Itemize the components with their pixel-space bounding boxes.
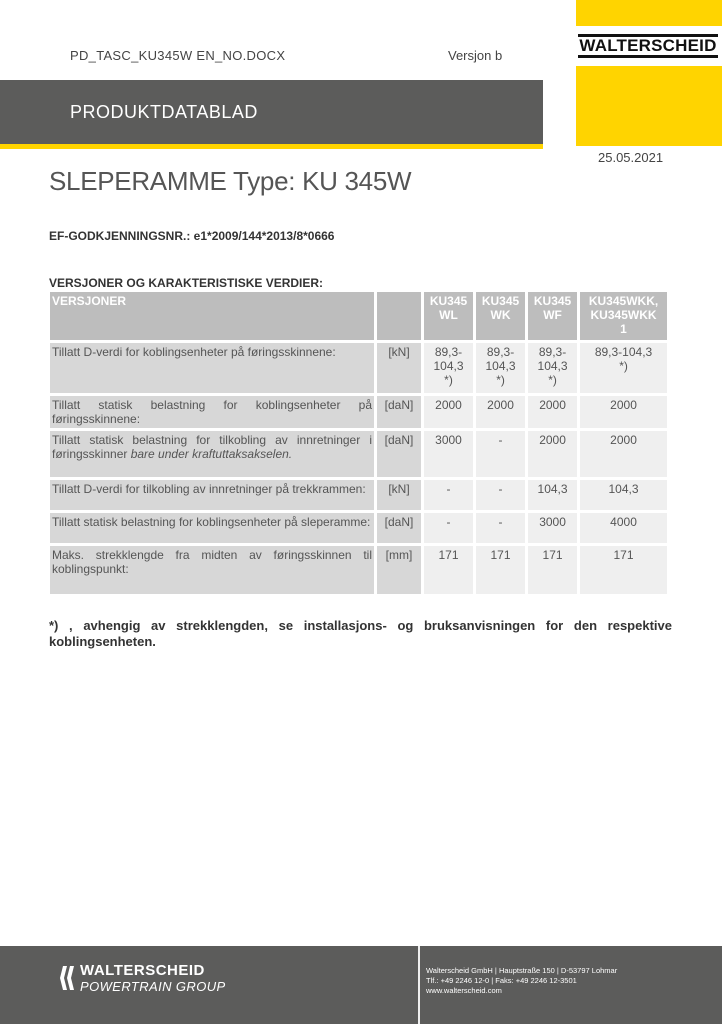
- header-cell-col: KU345 WF: [528, 292, 577, 340]
- row-value: 89,3-104,3 *): [580, 343, 667, 393]
- row-value: 89,3- 104,3 *): [424, 343, 473, 393]
- row-value: 171: [476, 546, 525, 594]
- footer-website: www.walterscheid.com: [426, 986, 502, 995]
- row-value: 104,3: [528, 480, 577, 510]
- footer-logo-name: WALTERSCHEID: [80, 962, 205, 979]
- table-header-row: [50, 292, 667, 340]
- document-filename: PD_TASC_KU345W EN_NO.DOCX: [70, 48, 286, 63]
- row-description: Tillatt D-verdi for tilkobling av innretninger på trekkrammen:: [50, 480, 374, 510]
- band-title: PRODUKTDATABLAD: [70, 102, 258, 122]
- row-description-italic: bare under kraftuttaksakselen.: [130, 447, 293, 461]
- page-title: SLEPERAMME Type: KU 345W: [49, 166, 412, 196]
- row-description: Tillatt D-verdi for koblingsenheter på føringsskinnene:: [50, 343, 374, 393]
- row-description: Maks. strekklengde fra midten av føringsskinnen til koblingspunkt:: [50, 546, 374, 594]
- row-description-text: Tillatt statisk belastning for tilkobling av innretninger i føringsskinner: [52, 433, 372, 461]
- row-value: 89,3- 104,3 *): [476, 343, 525, 393]
- row-description: Tillatt statisk belastning for koblingsenheter på føringsskinnene:: [52, 398, 372, 426]
- brand-yellow-block: [576, 0, 722, 146]
- row-value: 2000: [528, 431, 577, 477]
- row-value: 2000: [580, 396, 667, 428]
- footer-contact: [426, 966, 617, 996]
- row-value: 89,3- 104,3 *): [528, 343, 577, 393]
- row-value: 2000: [476, 396, 525, 428]
- footer-phone: Tlf.: +49 2246 12-0 | Faks: +49 2246 12-3501: [426, 976, 577, 985]
- row-value: 3000: [528, 513, 577, 543]
- row-value: 2000: [528, 396, 577, 428]
- row-unit: [daN]: [377, 513, 421, 543]
- specification-table: [47, 289, 670, 597]
- row-value: -: [476, 431, 525, 477]
- section-title: VERSJONER OG KARAKTERISTISKE VERDIER:: [49, 276, 324, 290]
- document-version: Versjon b: [448, 48, 503, 63]
- walterscheid-mark-icon: [60, 964, 76, 992]
- row-unit: [kN]: [377, 480, 421, 510]
- table-row: [50, 546, 667, 594]
- row-value: 4000: [580, 513, 667, 543]
- row-value: 171: [424, 546, 473, 594]
- row-description: Tillatt statisk belastning for koblingsenheter på sleperamme:: [50, 513, 374, 543]
- header-cell-col: KU345 WK: [476, 292, 525, 340]
- table-row: [50, 513, 667, 543]
- row-description: [50, 431, 374, 477]
- footnote: *) , avhengig av strekklengden, se installasjons- og bruksanvisningen for den respektive koblingsenheten.: [49, 618, 672, 649]
- footer-divider: [418, 946, 420, 1024]
- row-value: 104,3: [580, 480, 667, 510]
- footer-address: Walterscheid GmbH | Hauptstraße 150 | D-53797 Lohmar: [426, 966, 618, 975]
- header-cell-versions: VERSJONER: [50, 292, 374, 340]
- row-value: 171: [580, 546, 667, 594]
- row-value: -: [424, 513, 473, 543]
- table-row: [50, 396, 667, 428]
- header-cell-col: KU345WKK, KU345WKK 1: [580, 292, 667, 340]
- approval-number: EF-GODKJENNINGSNR.: e1*2009/144*2013/8*0666: [49, 229, 335, 243]
- row-value: -: [476, 480, 525, 510]
- footer-logo-tagline: POWERTRAIN GROUP: [80, 979, 226, 994]
- header-band-accent-line: [0, 144, 543, 149]
- row-value: 171: [528, 546, 577, 594]
- row-value: 3000: [424, 431, 473, 477]
- row-unit: [daN]: [377, 396, 421, 428]
- walterscheid-logo: WALTERSCHEID: [578, 34, 718, 58]
- table-row: [50, 480, 667, 510]
- row-value: -: [476, 513, 525, 543]
- table-row: [50, 431, 667, 477]
- row-value: 2000: [580, 431, 667, 477]
- row-unit: [mm]: [377, 546, 421, 594]
- row-unit: [kN]: [377, 343, 421, 393]
- row-value: -: [424, 480, 473, 510]
- table-row: [50, 343, 667, 393]
- header-cell-col: KU345 WL: [424, 292, 473, 340]
- row-unit: [daN]: [377, 431, 421, 477]
- document-date: 25.05.2021: [598, 150, 664, 165]
- row-value: 2000: [424, 396, 473, 428]
- header-cell-unit: [377, 292, 421, 340]
